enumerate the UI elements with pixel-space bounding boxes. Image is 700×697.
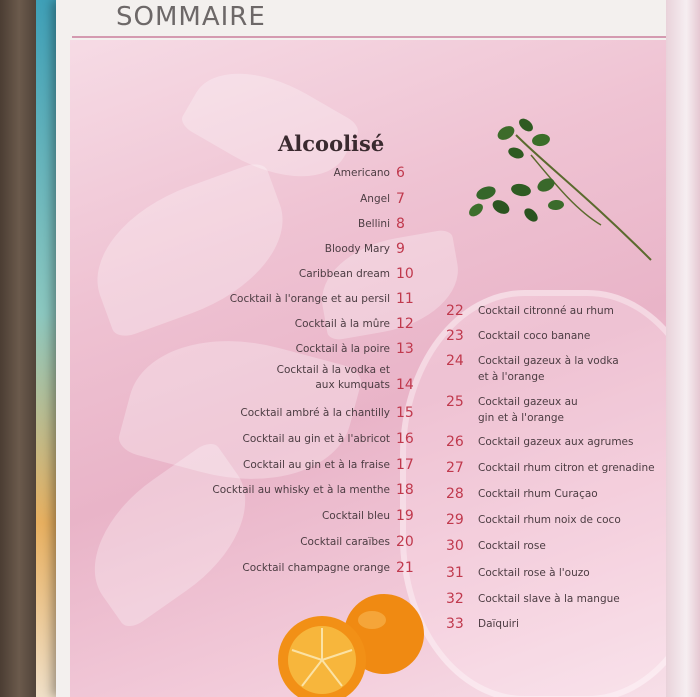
toc-right-column xyxy=(446,0,676,697)
list-item[interactable]: 24 Cocktail gazeux à la vodka et à l'orange xyxy=(446,353,619,383)
list-item[interactable]: Cocktail à la poire 13 xyxy=(295,341,414,357)
section-heading: Alcoolisé xyxy=(278,131,385,156)
list-item[interactable]: Bloody Mary 9 xyxy=(324,241,405,257)
list-item[interactable]: 32 Cocktail slave à la mangue xyxy=(446,591,620,607)
list-item[interactable]: Cocktail bleu 19 xyxy=(321,508,414,524)
list-item[interactable]: Cocktail à l'orange et au persil 11 xyxy=(229,291,414,307)
list-item[interactable]: Cocktail à la mûre 12 xyxy=(294,316,414,332)
list-item[interactable]: 26 Cocktail gazeux aux agrumes xyxy=(446,434,634,450)
list-item[interactable]: Cocktail au gin et à l'abricot 16 xyxy=(242,431,414,447)
list-item[interactable]: 22 Cocktail citronné au rhum xyxy=(446,303,614,319)
list-item[interactable]: Angel 7 xyxy=(360,191,405,207)
magazine-page xyxy=(56,0,700,697)
list-item[interactable]: 27 Cocktail rhum citron et grenadine xyxy=(446,460,655,476)
list-item[interactable]: 30 Cocktail rose xyxy=(446,538,546,554)
page-title: SOMMAIRE xyxy=(116,2,266,32)
list-item[interactable]: 23 Cocktail coco banane xyxy=(446,328,591,344)
list-item[interactable]: Bellini 8 xyxy=(358,216,405,232)
list-item[interactable]: Cocktail champagne orange 21 xyxy=(242,560,414,576)
list-item[interactable]: Cocktail à la vodka et aux kumquats 14 xyxy=(276,364,414,393)
list-item[interactable]: Americano 6 xyxy=(333,165,405,181)
list-item[interactable]: 33 Daïquiri xyxy=(446,616,519,632)
list-item[interactable]: Cocktail au whisky et à la menthe 18 xyxy=(212,482,414,498)
list-item[interactable]: 25 Cocktail gazeux au gin et à l'orange xyxy=(446,394,578,424)
list-item[interactable]: Cocktail au gin et à la fraise 17 xyxy=(242,457,414,473)
toc-left-column xyxy=(166,0,422,697)
list-item[interactable]: Cocktail ambré à la chantilly 15 xyxy=(240,405,414,421)
list-item[interactable]: 29 Cocktail rhum noix de coco xyxy=(446,512,621,528)
list-item[interactable]: 31 Cocktail rose à l'ouzo xyxy=(446,565,590,581)
list-item[interactable]: Cocktail caraïbes 20 xyxy=(300,534,414,550)
list-item[interactable]: Caribbean dream 10 xyxy=(298,266,414,282)
list-item[interactable]: 28 Cocktail rhum Curaçao xyxy=(446,486,598,502)
